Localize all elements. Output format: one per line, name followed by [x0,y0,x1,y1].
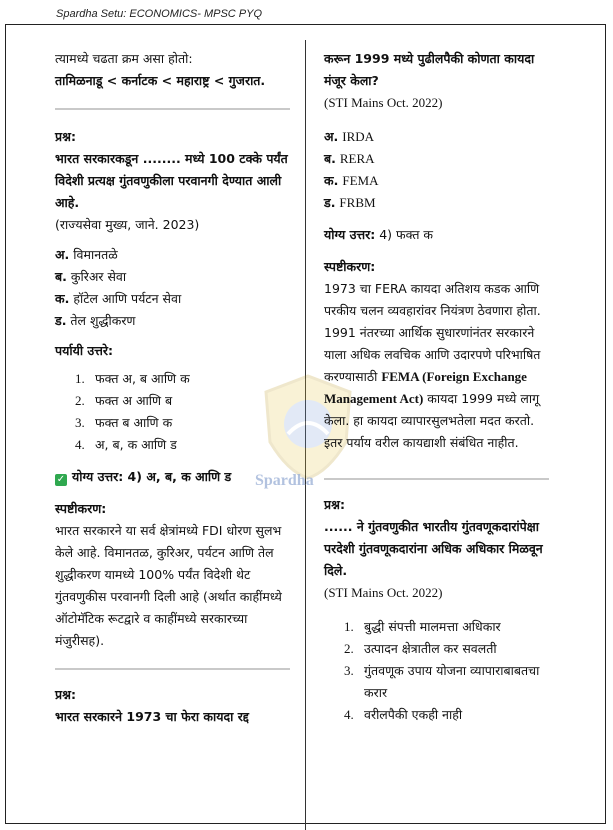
explanation-label: स्पष्टीकरण: [324,259,376,274]
question-text-continued: भारत सरकारने 1973 चा फेरा कायदा रद्द [55,709,249,724]
choices-list [55,368,290,456]
choice-item: 2. फक्त अ आणि ब [75,393,173,408]
answer-line: योग्य उत्तर: 4) फक्त क [324,227,434,242]
choice-item: 1. फक्त अ, ब आणि क [75,371,190,386]
statement-item: क. हॉटेल आणि पर्यटन सेवा [55,291,182,306]
statement-item: अ. विमानतळे [55,247,118,262]
choices-list [324,616,549,726]
watermark-text: Spardha [255,472,314,489]
choice-item: 3. गुंतवणूक उपाय योजना व्यापाराबाबतचा करार [344,663,540,700]
question-label: प्रश्न: [55,687,76,702]
question-text: भारत सरकारकडून ........ मध्ये 100 टक्के पर्यंत विदेशी प्रत्यक्ष गुंतवणुकीला परवानगी देण्यात आली आहे. [55,151,288,210]
question-label: प्रश्न: [324,497,345,512]
option-item: क. FEMA [324,173,379,188]
statement-list [55,244,290,332]
question-text: ...... ने गुंतवणुकीत भारतीय गुंतवणूकदारांपेक्षा परदेशी गुंतवणूकदारांना अधिक अधिकार मिळवून दिले. [324,519,543,578]
question-source: (राज्यसेवा मुख्य, जाने. 2023) [55,217,200,232]
choice-item: 3. फक्त ब आणि क [75,415,173,430]
question-source: (STI Mains Oct. 2022) [324,585,443,600]
explanation-text: भारत सरकारने या सर्व क्षेत्रांमध्ये FDI धोरण सुलभ केले आहे. विमानतळ, कुरिअर, पर्यटन आणि तेल शुद्धीकरण यामध्ये 100% पर्यंत विदेशी थेट गुंतवणुकीस परवानगी दिली आहे (अर्थात काहींमध्ये ऑटोमॅटिक रूटद्वारे व काहींमध्ये सरकारच्या मंजुरीसह). [55,523,282,648]
option-item: ड. FRBM [324,195,376,210]
option-item: अ. IRDA [324,129,375,144]
option-list [324,126,549,214]
question-text-continuation: करून 1999 मध्ये पुढीलपैकी कोणता कायदा मंजूर केला? [324,51,535,88]
question-source: (STI Mains Oct. 2022) [324,95,443,110]
statement-item: ड. तेल शुद्धीकरण [55,313,136,328]
choice-item: 1. बुद्धी संपत्ती मालमत्ता अधिकार [344,619,501,634]
statement-item: ब. कुरिअर सेवा [55,269,127,284]
checkmark-icon: ✓ [56,474,66,485]
choice-item: 2. उत्पादन क्षेत्रातील कर सवलती [344,641,497,656]
explanation-label: स्पष्टीकरण: [55,501,107,516]
choice-item: 4. वरीलपैकी एकही नाही [344,707,463,722]
intro-order: तामिळनाडू < कर्नाटक < महाराष्ट्र < गुजरात. [55,73,266,88]
running-header: Spardha Setu: ECONOMICS- MPSC PYQ [56,8,263,20]
choice-item: 4. अ, ब, क आणि ड [75,437,177,452]
right-column [324,48,549,726]
question-label: प्रश्न: [55,129,76,144]
option-item: ब. RERA [324,151,375,166]
left-column [55,48,290,728]
explanation-text: 1973 चा FERA कायदा अतिशय कडक आणि परकीय चलन व्यवहारांवर नियंत्रण ठेवणारा होता. 1991 नंतरच्या आर्थिक सुधारणांनंतर सरकारने याला अधिक लवचिक आणि उदारपणे परिभाषित करण्यासाठी FEMA (Foreign Exchange Management Act) कायदा 1999 मध्ये लागू केला. हा कायदा व्यापारसुलभतेला मदत करतो. इतर पर्याय वरील कायद्याशी संबंधित नाहीत. [324,281,541,450]
choices-label: पर्यायी उत्तरे: [55,343,114,358]
intro-line: त्यामध्ये चढता क्रम असा होतो: [55,51,193,66]
answer-line: ✓ योग्य उत्तर: 4) अ, ब, क आणि ड [56,469,232,485]
